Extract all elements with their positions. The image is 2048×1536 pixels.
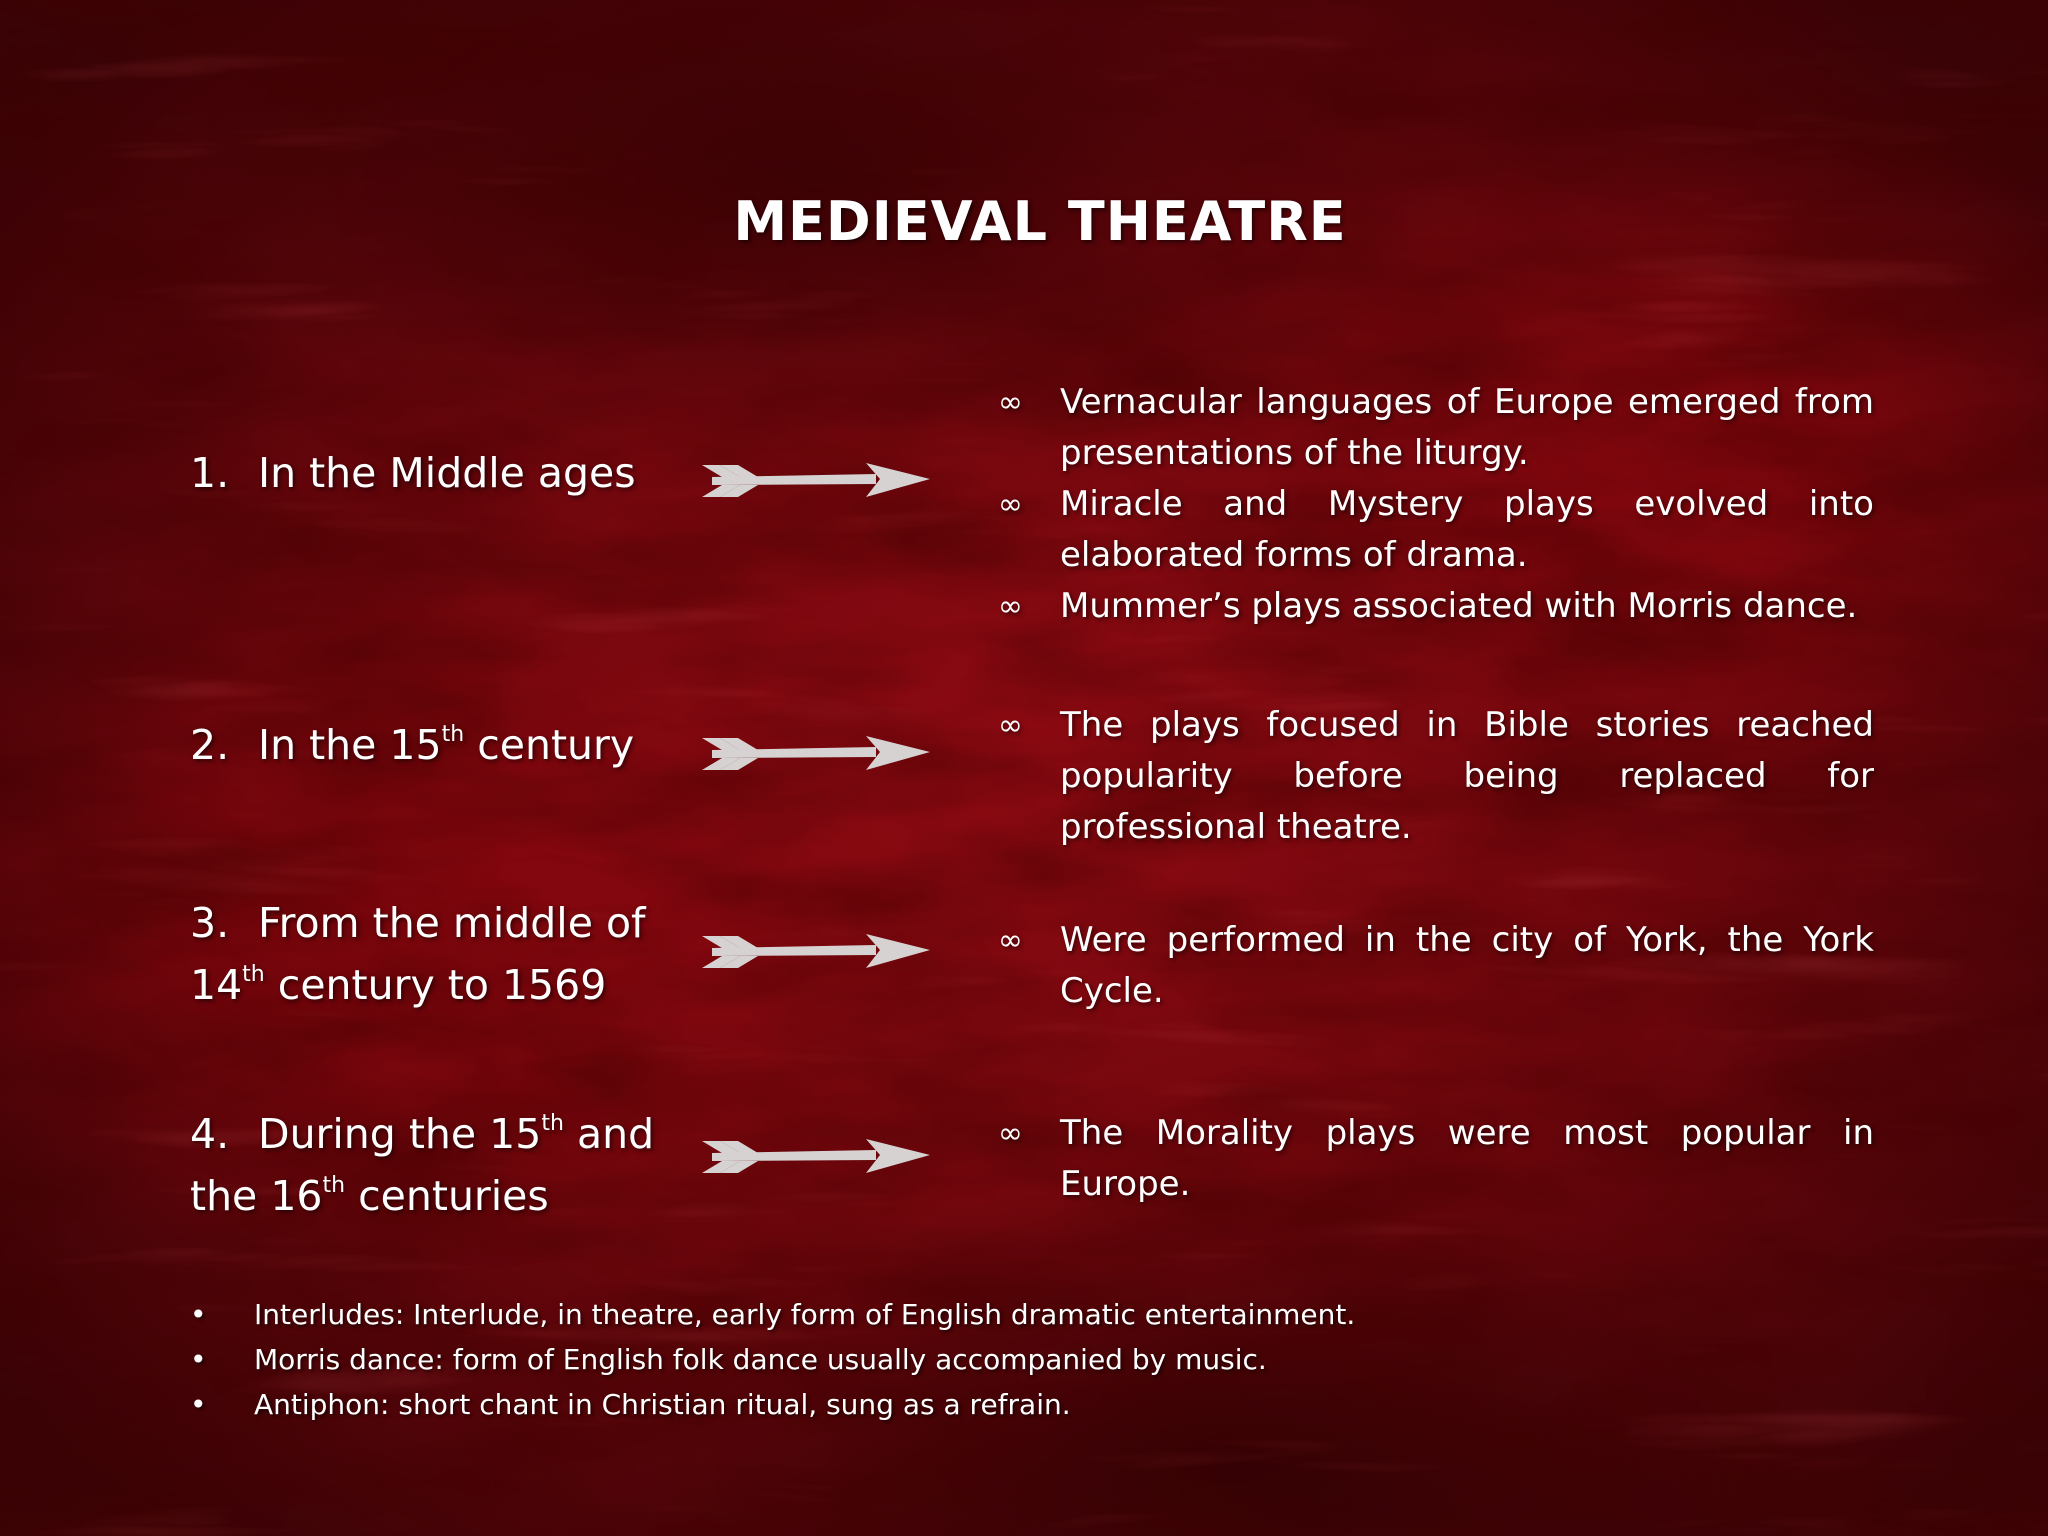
period-details-2 (998, 700, 1874, 853)
period-label-2: 2. In the 15th century (190, 714, 670, 776)
period-label-1 (190, 442, 670, 504)
list-item: ∞ The plays focused in Bible stories reached popularity before being replaced for professional theatre. (998, 700, 1874, 853)
list-item: • Morris dance: form of English folk dance usually accompanied by music. (188, 1337, 1788, 1382)
bullet-dot-icon: • (190, 1298, 207, 1331)
infinity-bullet-icon: ∞ (998, 923, 1023, 958)
arrow-right-icon (700, 1133, 932, 1181)
list-item: ∞ Mummer’s plays associated with Morris dance. (998, 581, 1874, 632)
period-details-4 (998, 1108, 1874, 1210)
period-number: 3. (190, 899, 230, 947)
period-number: 2. (190, 721, 230, 769)
period-number: 4. (190, 1110, 230, 1158)
arrow-right-icon (700, 457, 932, 505)
infinity-bullet-icon: ∞ (998, 487, 1023, 522)
slide-title: MEDIEVAL THEATRE (733, 190, 1347, 253)
list-item: ∞ The Morality plays were most popular in Europe. (998, 1108, 1874, 1210)
period-label-4: 4. During the 15th and the 16th centuries (190, 1103, 670, 1227)
infinity-bullet-icon: ∞ (998, 708, 1023, 743)
infinity-bullet-icon: ∞ (998, 1116, 1023, 1151)
arrow-right-icon (700, 730, 932, 778)
period-number: 1. (190, 449, 230, 497)
list-item: • Interludes: Interlude, in theatre, early form of English dramatic entertainment. (188, 1292, 1788, 1337)
list-item: ∞ Vernacular languages of Europe emerged from presentations of the liturgy. (998, 377, 1874, 479)
list-item: ∞ Were performed in the city of York, the York Cycle. (998, 915, 1874, 1017)
period-text: In the Middle ages (258, 449, 636, 497)
bullet-dot-icon: • (190, 1388, 207, 1421)
infinity-bullet-icon: ∞ (998, 589, 1023, 624)
period-label-3: 3. From the middle of 14th century to 1569 (190, 892, 670, 1016)
period-details-3 (998, 915, 1874, 1017)
list-item: • Antiphon: short chant in Christian ritual, sung as a refrain. (188, 1382, 1788, 1427)
list-item: ∞ Miracle and Mystery plays evolved into elaborated forms of drama. (998, 479, 1874, 581)
glossary-notes (188, 1292, 1788, 1427)
period-details-1 (998, 377, 1874, 632)
arrow-right-icon (700, 928, 932, 976)
infinity-bullet-icon: ∞ (998, 385, 1023, 420)
bullet-dot-icon: • (190, 1343, 207, 1376)
